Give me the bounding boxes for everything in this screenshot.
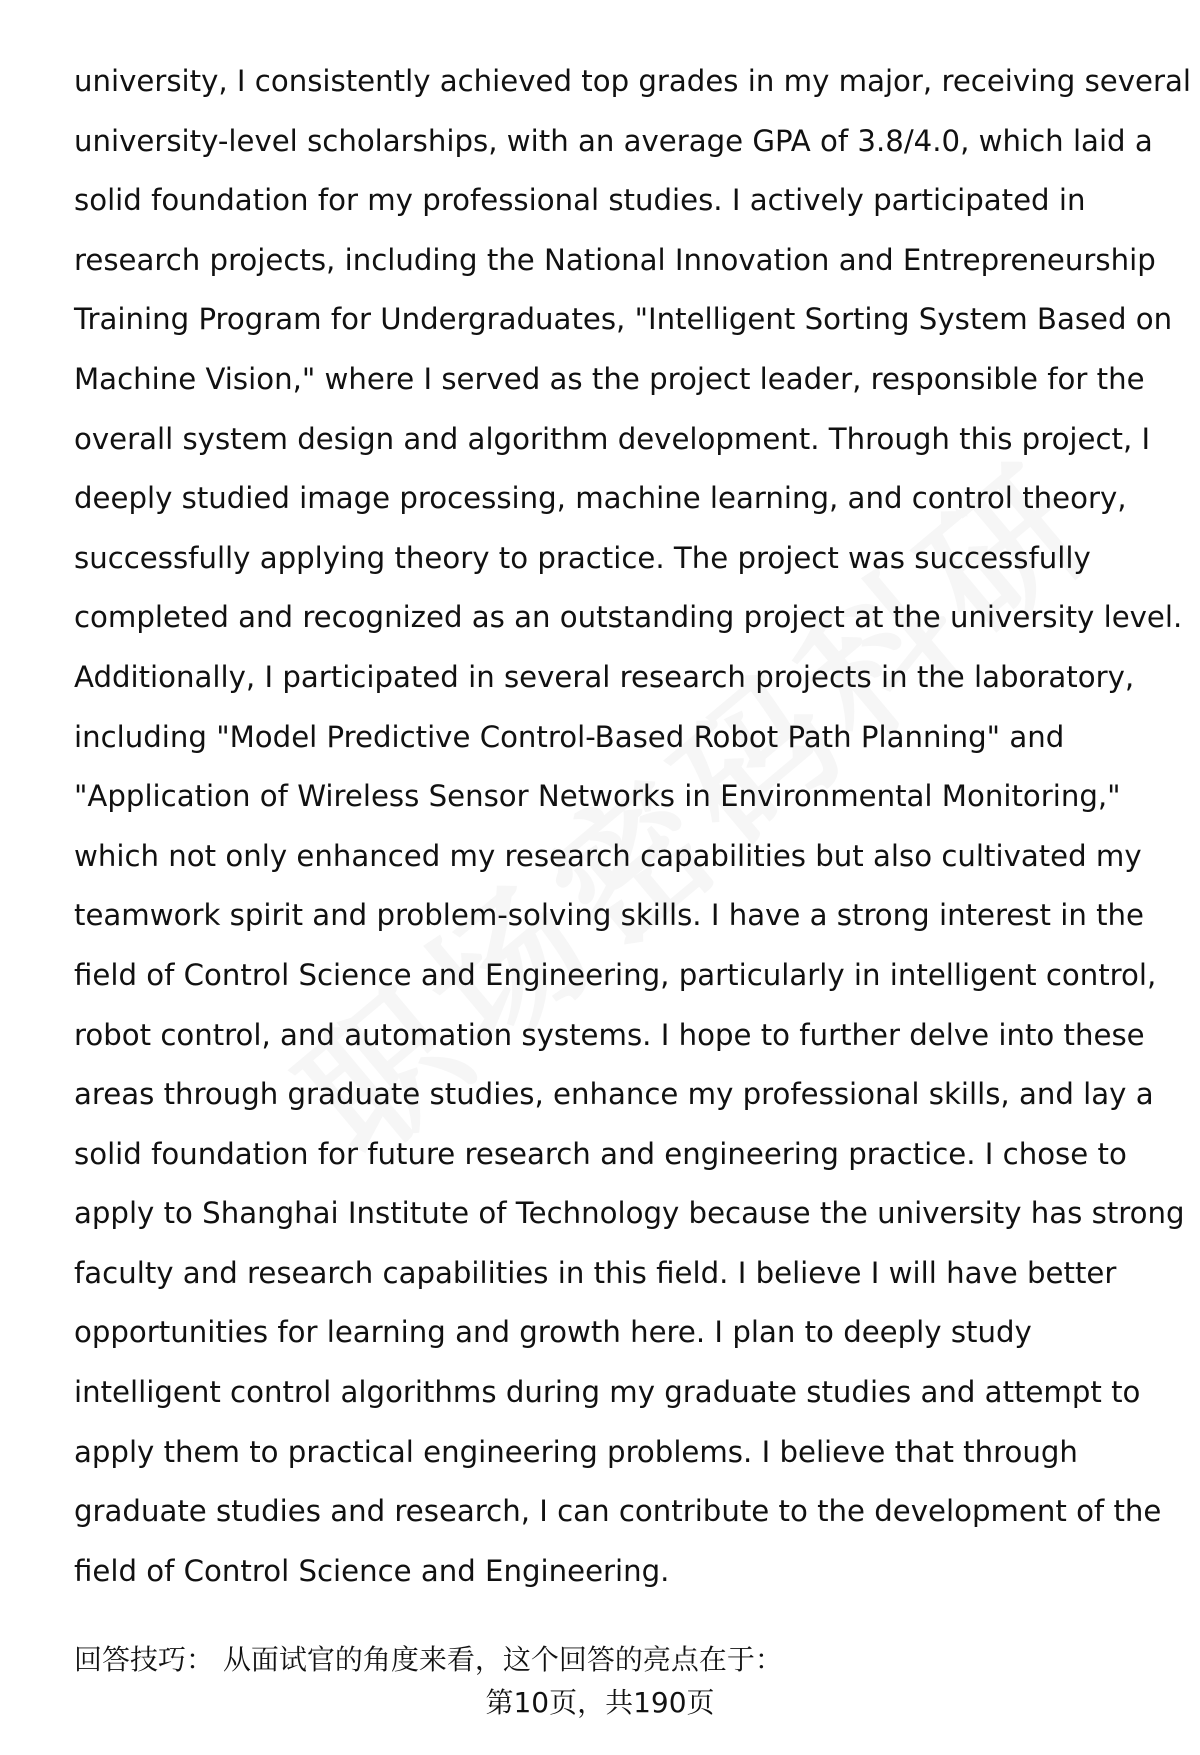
text-line: teamwork spirit and problem-solving skills. I have a strong interest in the: [74, 898, 1145, 933]
text-line: faculty and research capabilities in this field. I believe I will have better: [74, 1255, 1117, 1290]
text-line: robot control, and automation systems. I hope to further delve into these: [74, 1017, 1145, 1052]
text-line: Training Program for Undergraduates, "Intelligent Sorting System Based on: [74, 302, 1173, 337]
body-paragraph: [74, 52, 1191, 1601]
text-line: solid foundation for my professional studies. I actively participated in: [74, 183, 1086, 218]
text-line: opportunities for learning and growth here. I plan to deeply study: [74, 1315, 1032, 1350]
text-line: field of Control Science and Engineering, particularly in intelligent control,: [74, 957, 1157, 992]
text-line: apply them to practical engineering problems. I believe that through: [74, 1434, 1078, 1469]
text-line: successfully applying theory to practice. The project was successfully: [74, 540, 1091, 575]
text-line: deeply studied image processing, machine learning, and control theory,: [74, 481, 1127, 516]
text-line: including "Model Predictive Control-Based Robot Path Planning" and: [74, 719, 1065, 754]
text-line: "Application of Wireless Sensor Networks in Environmental Monitoring,": [74, 779, 1121, 814]
answer-tip-heading: 回答技巧： 从面试官的角度来看，这个回答的亮点在于：: [74, 1643, 783, 1676]
text-line: research projects, including the National Innovation and Entrepreneurship: [74, 242, 1156, 277]
text-line: Machine Vision," where I served as the project leader, responsible for the: [74, 361, 1145, 396]
text-line: completed and recognized as an outstanding project at the university level.: [74, 600, 1183, 635]
text-line: overall system design and algorithm development. Through this project, I: [74, 421, 1151, 456]
text-line: areas through graduate studies, enhance my professional skills, and lay a: [74, 1077, 1154, 1112]
text-line: Additionally, I participated in several research projects in the laboratory,: [74, 659, 1135, 694]
text-line: university, I consistently achieved top grades in my major, receiving several: [74, 64, 1191, 98]
text-line: field of Control Science and Engineering.: [74, 1553, 670, 1588]
page-number: 第10页，共190页: [485, 1686, 715, 1719]
text-line: apply to Shanghai Institute of Technology because the university has strong: [74, 1196, 1185, 1231]
text-line: university-level scholarships, with an average GPA of 3.8/4.0, which laid a: [74, 123, 1153, 158]
text-line: graduate studies and research, I can contribute to the development of the: [74, 1494, 1162, 1529]
text-line: which not only enhanced my research capabilities but also cultivated my: [74, 838, 1142, 873]
text-line: solid foundation for future research and engineering practice. I chose to: [74, 1136, 1127, 1171]
text-line: intelligent control algorithms during my graduate studies and attempt to: [74, 1375, 1141, 1410]
